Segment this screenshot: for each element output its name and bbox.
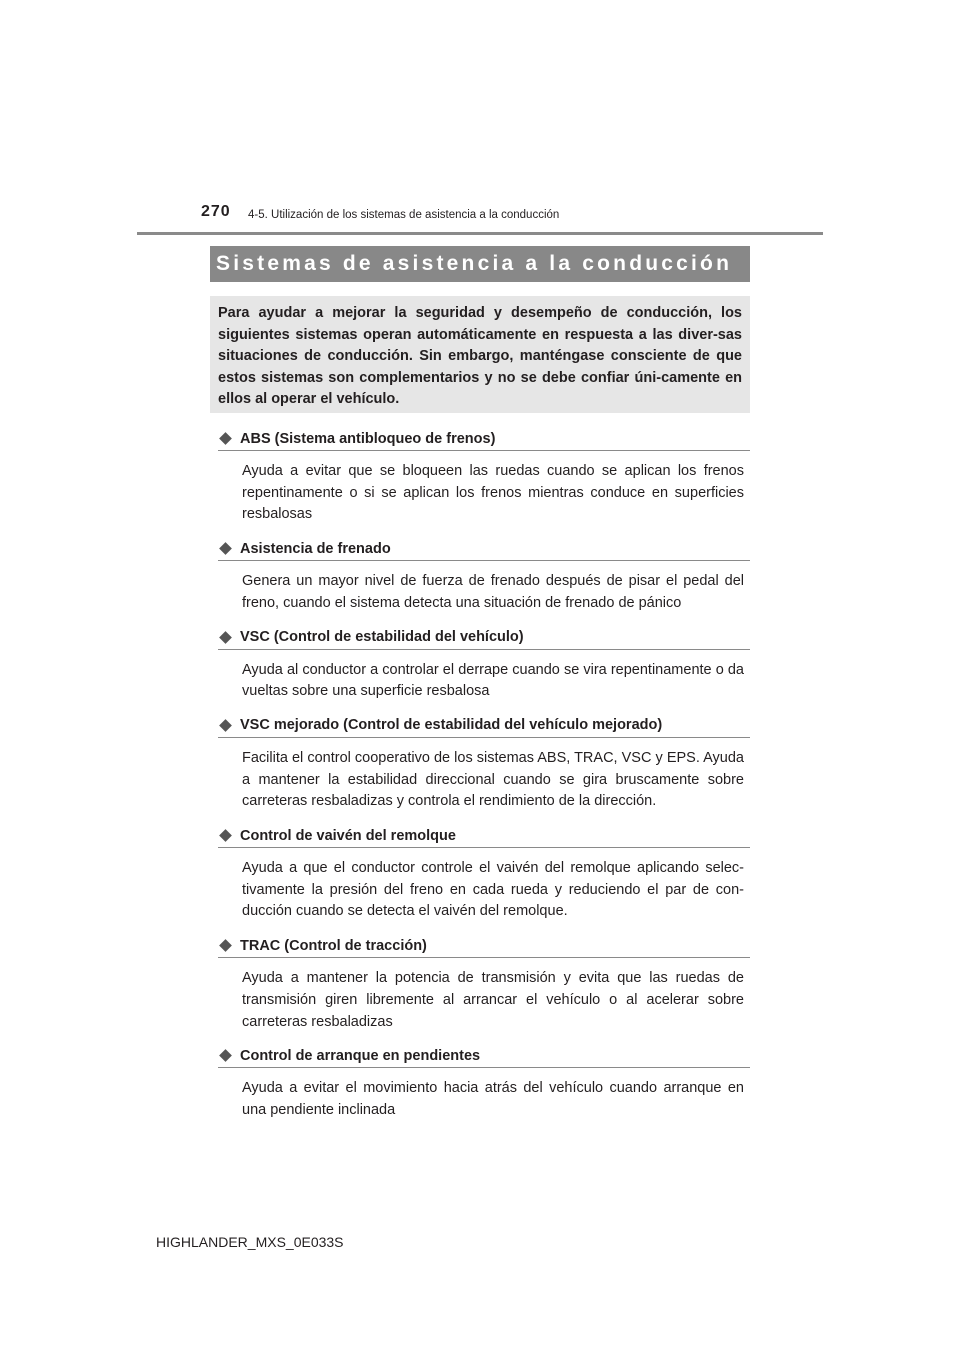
feature-description: Ayuda a mantener la potencia de transmisión y evita que las ruedas de transmisión giren libremente al arrancar el vehículo o al acelerar sobre carreteras resbaladizas bbox=[242, 970, 744, 1030]
diamond-icon bbox=[219, 432, 232, 445]
feature-title: TRAC (Control de tracción) bbox=[240, 937, 427, 954]
feature-title: Control de arranque en pendientes bbox=[240, 1047, 481, 1064]
feature-vsc bbox=[218, 627, 750, 703]
feature-enhanced-vsc bbox=[218, 715, 750, 813]
feature-abs bbox=[218, 428, 750, 526]
feature-description: Ayuda a evitar que se bloqueen las ruedas cuando se aplican los frenos repentinamente o si se aplican los frenos mientras conduce en superficies resbalosas bbox=[242, 463, 744, 523]
footer-document-code: HIGHLANDER_MXS_0E033S bbox=[156, 1234, 344, 1250]
page-number: 270 bbox=[201, 203, 231, 220]
feature-heading bbox=[218, 538, 750, 561]
feature-title: Asistencia de frenado bbox=[240, 540, 391, 557]
feature-heading bbox=[218, 627, 750, 650]
diamond-icon bbox=[219, 829, 232, 842]
feature-brake-assist bbox=[218, 538, 750, 614]
feature-heading bbox=[218, 825, 750, 848]
feature-description: Facilita el control cooperativo de los sistemas ABS, TRAC, VSC y EPS. Ayuda a mantener la estabilidad direccional cuando se gira bruscamente sobre carreteras resbaladizas y controla el rendimiento de la dirección. bbox=[242, 749, 744, 810]
feature-title: VSC (Control de estabilidad del vehículo) bbox=[240, 629, 524, 646]
feature-heading bbox=[218, 1045, 750, 1068]
diamond-icon bbox=[219, 631, 232, 644]
feature-trailer-sway bbox=[218, 825, 750, 923]
feature-heading bbox=[218, 428, 750, 451]
feature-heading bbox=[218, 935, 750, 958]
running-head: 4-5. Utilización de los sistemas de asistencia a la conducción bbox=[248, 209, 560, 221]
diamond-icon bbox=[219, 1049, 232, 1062]
feature-trac bbox=[218, 935, 750, 1033]
intro-box bbox=[210, 296, 750, 413]
feature-description: Genera un mayor nivel de fuerza de frenado después de pisar el pedal del freno, cuando el sistema detecta una situación de frenado de pánico bbox=[242, 573, 744, 611]
feature-list bbox=[218, 428, 750, 1122]
diamond-icon bbox=[219, 939, 232, 952]
feature-description: Ayuda a evitar el movimiento hacia atrás del vehículo cuando arranque en una pendiente inclinada bbox=[242, 1080, 744, 1118]
header-rule bbox=[137, 232, 823, 235]
feature-hill-start bbox=[218, 1045, 750, 1121]
feature-title: Control de vaivén del remolque bbox=[240, 827, 456, 844]
feature-heading bbox=[218, 715, 750, 738]
feature-description: Ayuda al conductor a controlar el derrape cuando se vira repentinamente o da vueltas sobre una superficie resbalosa bbox=[242, 661, 744, 700]
diamond-icon bbox=[219, 542, 232, 555]
feature-title: VSC mejorado (Control de estabilidad del vehículo mejorado) bbox=[240, 717, 663, 734]
intro-text: Para ayudar a mejorar la seguridad y desempeño de conducción, los siguientes sistemas operan automáticamente en respuesta a las diver-sas situaciones de conducción. Sin embargo, manténgase consciente de que estos sistemas son complementarios y no se debe confiar úni-camente en ellos al operar el vehículo. bbox=[218, 305, 742, 408]
section-title-bar bbox=[210, 246, 750, 282]
feature-title: ABS (Sistema antibloqueo de frenos) bbox=[240, 430, 496, 447]
diamond-icon bbox=[219, 719, 232, 732]
feature-description: Ayuda a que el conductor controle el vaivén del remolque aplicando selec-tivamente la presión del freno en cada rueda y reduciendo el par de con-ducción cuando se detecta el vaivén del remolque. bbox=[242, 860, 744, 920]
page-title: Sistemas de asistencia a la conducción bbox=[216, 252, 733, 275]
